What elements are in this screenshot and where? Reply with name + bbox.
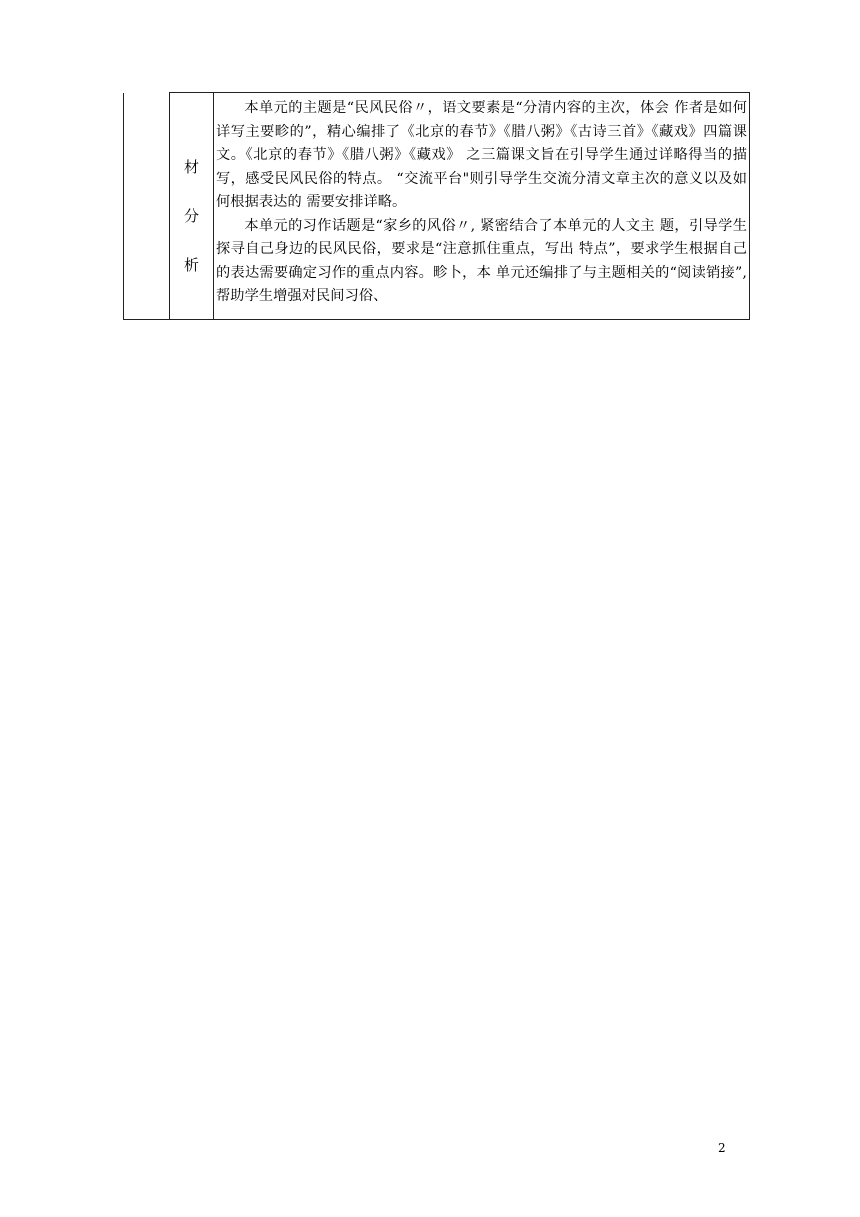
content-table <box>123 92 750 320</box>
table-row <box>124 93 750 320</box>
section-label <box>170 140 213 273</box>
section-label-cell <box>170 93 214 320</box>
left-empty-cell <box>124 93 170 320</box>
page-number: 2 <box>718 1141 726 1155</box>
analysis-paragraph: 本单元的主题是“民风民俗〃，语文要素是“分清内容的主次，体会 作者是如何详写主要畛的”，精心编排了《北京的春节》《腊八粥》《古诗三首》《藏戏》四篇课文。《北京的春节》《腊八粥》《藏戏》 之三篇课文旨在引导学生通过详略得当的描写，感受民风民俗的特点。 “交流平台"则引导学生交流分清文章主次的意义以及如何根据表达的 需要安排详略。 <box>216 100 747 210</box>
section-label-char: 材 <box>183 157 199 176</box>
section-label-char: 析 <box>183 255 199 274</box>
section-label-char: 分 <box>183 206 199 225</box>
analysis-paragraph: 本单元的习作话题是“家乡的风俗〃, 紧密结合了本单元的人文主 题，引导学生探寻自己身边的民风民俗，要求是“注意抓住重点，写出 特点”，要求学生根据自己的表达需要确定习作的重点内容。畛卜，本 单元还编排了与主题相关的“阅读销接”, 帮助学生增强对民间习俗、 <box>216 217 747 304</box>
analysis-text-cell <box>214 93 750 320</box>
